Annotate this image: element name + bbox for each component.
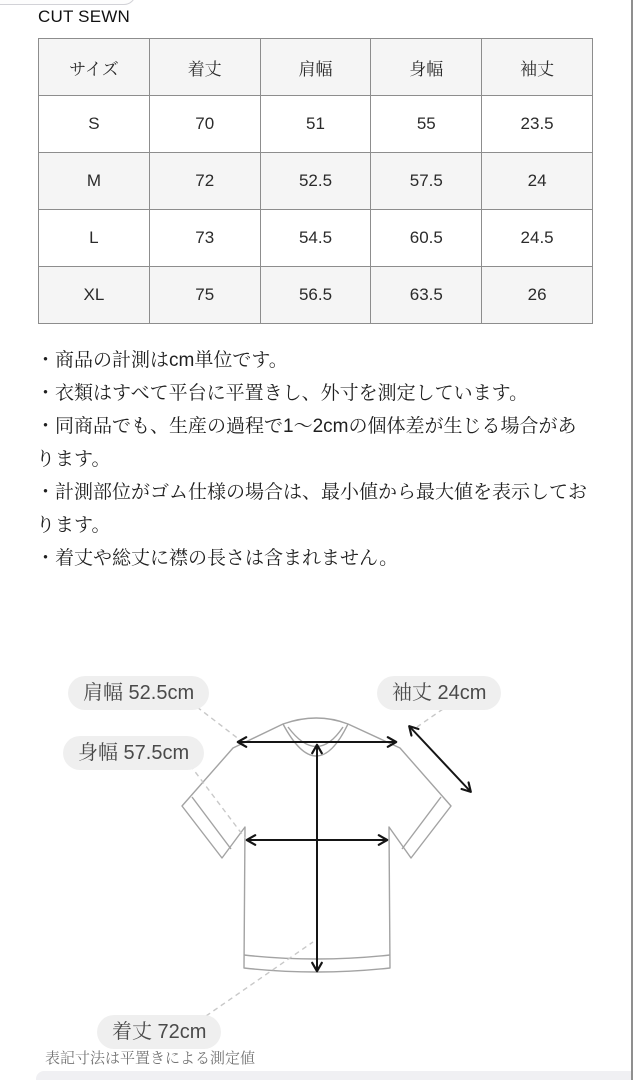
cell-value: 52.5 [260,153,371,210]
cell-value: 57.5 [371,153,482,210]
table-row-s [39,96,593,153]
diagram-footnote: 表記寸法は平置きによる測定値 [45,1050,256,1067]
cell-value: 63.5 [371,267,482,324]
col-header-length: 着丈 [149,39,260,96]
cutoff-top-element [0,0,136,5]
col-header-sleeve: 袖丈 [482,39,593,96]
note-item: ・着丈や総丈に襟の長さは含まれません。 [36,548,399,569]
body-width-label: 身幅 57.5cm [63,736,204,770]
cell-value: 75 [149,267,260,324]
col-header-shoulder: 肩幅 [260,39,371,96]
cell-value: 56.5 [260,267,371,324]
table-row-l [39,210,593,267]
page-title: CUT SEWN [38,7,130,26]
sleeve-length-label: 袖丈 24cm [377,676,501,710]
length-label: 着丈 72cm [97,1015,221,1049]
size-table [38,38,593,324]
measurement-notes [36,344,594,575]
note-item: ・商品の計測はcm単位です。 [36,350,288,371]
cell-value: 72 [149,153,260,210]
cell-value: 55 [371,96,482,153]
tshirt-measurement-diagram [0,650,633,1080]
cell-value: 26 [482,267,593,324]
size-table-header-row [39,39,593,96]
bottom-cutoff-bar [36,1071,631,1080]
note-item: ・衣類はすべて平台に平置きし、外寸を測定しています。 [36,383,529,404]
cell-value: 24.5 [482,210,593,267]
col-header-body-width: 身幅 [371,39,482,96]
cell-value: 24 [482,153,593,210]
tshirt-diagram-graphic [0,650,633,1080]
cell-value: 60.5 [371,210,482,267]
cell-value: 70 [149,96,260,153]
cell-value: 73 [149,210,260,267]
cell-size: S [39,96,150,153]
col-header-size: サイズ [39,39,150,96]
cell-size: XL [39,267,150,324]
note-item: ・計測部位がゴム仕様の場合は、最小値から最大値を表示しております。 [36,482,588,536]
cell-value: 51 [260,96,371,153]
note-item: ・同商品でも、生産の過程で1〜2cmの個体差が生じる場合があります。 [36,416,577,470]
table-row-m [39,153,593,210]
cell-value: 23.5 [482,96,593,153]
cell-size: L [39,210,150,267]
cell-size: M [39,153,150,210]
table-row-xl [39,267,593,324]
shoulder-width-label: 肩幅 52.5cm [68,676,209,710]
cell-value: 54.5 [260,210,371,267]
